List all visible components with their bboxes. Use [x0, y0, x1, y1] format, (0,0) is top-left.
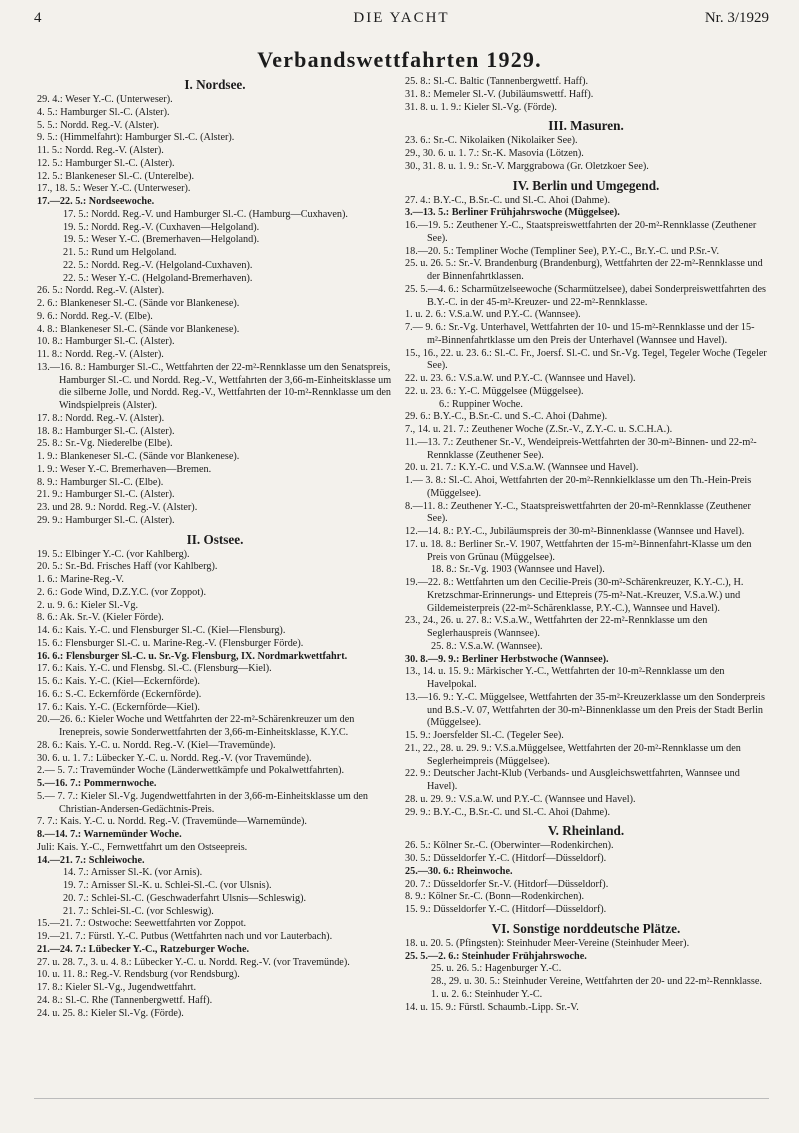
race-entry: 5. 5.: Nordd. Reg.-V. (Alster).: [37, 119, 160, 131]
race-entry: 2.— 5. 7.: Travemünder Woche (Länderwettkämpfe und Pokalwettfahrten).: [37, 765, 345, 777]
race-entry: 29. 4.: Weser Y.-C. (Unterweser).: [37, 94, 173, 105]
sub-entry: 22. 5.: Nordd. Reg.-V. (Helgoland-Cuxhaven).: [63, 259, 253, 271]
race-entry: 29. 6.: B.Y.-C., B.Sr.-C. und S.-C. Ahoi (Dahme).: [405, 411, 608, 423]
event-week-entry: 25.—30. 6.: Rheinwoche.: [405, 865, 513, 877]
race-entry: 15. 9.: Joersfelder Sl.-C. (Tegeler See).: [405, 730, 564, 741]
race-entry: 10. 8.: Hamburger Sl.-C. (Alster).: [37, 336, 175, 348]
sub-entry: 21. 5.: Rund um Helgoland.: [63, 247, 177, 258]
sub-entry: 25. u. 26. 5.: Hagenburger Y.-C.: [431, 963, 562, 975]
race-entry: 8. 9.: Hamburger Sl.-C. (Elbe).: [37, 476, 164, 488]
race-entry: 11. 5.: Nordd. Reg.-V. (Alster).: [37, 145, 164, 156]
race-entry: 21. 9.: Hamburger Sl.-C. (Alster).: [37, 489, 175, 501]
event-week-entry: 5.—16. 7.: Pommernwoche.: [37, 778, 157, 789]
race-entry: 11. 8.: Nordd. Reg.-V. (Alster).: [37, 349, 164, 360]
race-entry: 26. 5.: Kölner Sr.-C. (Oberwinter—Rodenkirchen).: [405, 840, 614, 852]
race-entry: 11.—13. 7.: Zeuthener Sr.-V., Wendeipreis-Wettfahrten der 30-m²-Binnen- und 22-m²-Rennklasse (Zeuthener See).: [405, 436, 757, 461]
sub-entry: 19. 5.: Weser Y.-C. (Bremerhaven—Helgoland).: [63, 234, 260, 246]
sub-entry: 22. 5.: Weser Y.-C. (Helgoland-Bremerhaven).: [63, 272, 253, 284]
race-entry: Juli: Kais. Y.-C., Fernwettfahrt um den Ostseepreis.: [37, 841, 248, 853]
race-entry: 9. 6.: Nordd. Reg.-V. (Elbe).: [37, 310, 153, 322]
sub-entry: 25. 8.: V.S.a.W. (Wannsee).: [431, 640, 543, 652]
race-entry: 8. 9.: Kölner Sr.-C. (Bonn—Rodenkirchen).: [405, 891, 585, 903]
sub-entry: 19. 5.: Nordd. Reg.-V. (Cuxhaven—Helgoland).: [63, 221, 260, 233]
race-entry: 19.—22. 8.: Wettfahrten um den Cecilie-Preis (30-m²-Schärenkreuzer, K.Y.-C.), H. Kretzschmar-Erinnerungs- und Ettepreis (75-m²-Nat.-Kreuzer, V.S.a.W.) und Gildemeisterpreis (22-m²-Schärenklasse, P.Y.-C.), Wannsee und Havel).: [405, 577, 744, 614]
sub-entry: 14. 7.: Arnisser Sl.-K. (vor Arnis).: [63, 867, 203, 879]
race-entry: 20.—26. 6.: Kieler Woche und Wettfahrten der 22-m²-Schärenkreuzer um den Irenepreis, sowie Sonderwettfahrten der 3,66-m-Einheitsklasse, K.Y.C.: [37, 714, 355, 738]
race-entry: 16. 6.: S.-C. Eckernförde (Eckernförde).: [37, 688, 202, 700]
race-entry: 2. 6.: Gode Wind, D.Z.Y.C. (vor Zoppot).: [37, 586, 206, 598]
race-entry: 25. 8.: Sl.-C. Baltic (Tannenbergwettf. Haff).: [405, 76, 589, 87]
race-entry: 17. u. 18. 8.: Berliner Sr.-V. 1907, Wettfahrten der 15-m²-Binnenfahrt-Klasse um den Preis von Grünau (Müggelsee).: [405, 538, 752, 563]
race-entry: 18. u. 20. 5. (Pfingsten): Steinhuder Meer-Vereine (Steinhuder Meer).: [405, 937, 690, 949]
page-bottom-rule: [34, 1098, 769, 1099]
race-entry: 20. 5.: Sr.-Bd. Frisches Haff (vor Kahlberg).: [37, 561, 218, 573]
sub-entry: 20. 7.: Schlei-Sl.-C. (Geschwaderfahrt Ulsnis—Schleswig).: [63, 892, 307, 904]
race-entry: 7.— 9. 6.: Sr.-Vg. Unterhavel, Wettfahrten der 10- und 15-m²-Rennklasse und der 15-m²-Binnenfahrtklasse um den Preis der Unterhavel (Wannsee und Havel).: [405, 322, 755, 346]
race-entry: 15.—21. 7.: Ostwoche: Seewettfahrten vor Zoppot.: [37, 918, 247, 930]
race-entry: 22. u. 23. 6.: V.S.a.W. und P.Y.-C. (Wannsee und Havel).: [405, 373, 636, 384]
page-number: 4: [34, 10, 42, 26]
race-entry: 7. 7.: Kais. Y.-C. u. Nordd. Reg.-V. (Travemünde—Warnemünde).: [37, 816, 307, 828]
sub-entry: 19. 7.: Arnisser Sl.-K. u. Schlei-Sl.-C. (vor Ulsnis).: [63, 880, 272, 891]
section-heading: IV. Berlin und Umgegend.: [512, 177, 660, 193]
race-entry: 28. 6.: Kais. Y.-C. u. Nordd. Reg.-V. (Kiel—Travemünde).: [37, 739, 276, 751]
event-week-entry: 21.—24. 7.: Lübecker Y.-C., Ratzeburger Woche.: [37, 943, 250, 955]
race-entry: 17. 6.: Kais. Y.-C. (Eckernförde—Kiel).: [37, 701, 200, 713]
race-entry: 15. 6.: Flensburger Sl.-C. u. Marine-Reg.-V. (Flensburger Förde).: [37, 637, 304, 649]
event-week-entry: 3.—13. 5.: Berliner Frühjahrswoche (Müggelsee).: [405, 207, 620, 219]
race-entry: 4. 5.: Hamburger Sl.-C. (Alster).: [37, 106, 170, 118]
race-entry: 1. u. 2. 6.: V.S.a.W. und P.Y.-C. (Wannsee).: [405, 309, 581, 321]
section-heading: III. Masuren.: [548, 118, 624, 134]
race-entry: 16.—19. 5.: Zeuthener Y.-C., Staatspreiswettfahrten der 20-m²-Rennklasse (Zeuthener See).: [405, 220, 757, 244]
race-entry: 17., 18. 5.: Weser Y.-C. (Unterweser).: [37, 183, 191, 195]
race-entry: 23., 24., 26. u. 27. 8.: V.S.a.W., Wettfahrten der 22-m²-Rennklasse um den Seglerhauspreis (Wannsee).: [405, 615, 708, 639]
race-entry: 7., 14. u. 21. 7.: Zeuthener Woche (Z.Sr.-V., Z.Y.-C. u. S.C.H.A.).: [405, 424, 673, 435]
race-entry: 23. und 28. 9.: Nordd. Reg.-V. (Alster).: [37, 502, 198, 513]
race-entry: 17. 8.: Nordd. Reg.-V. (Alster).: [37, 412, 165, 424]
race-entry: 12.—14. 8.: P.Y.-C., Jubiläumspreis der 30-m²-Binnenklasse (Wannsee und Havel).: [405, 526, 745, 537]
race-entry: 22. 9.: Deutscher Jacht-Klub (Verbands- und Ausgleichswettfahrten, Wannsee und Havel).: [405, 768, 740, 792]
sub-entry: 6.: Ruppiner Woche.: [439, 398, 523, 410]
race-entry: 19.—21. 7.: Fürstl. Y.-C. Putbus (Wettfahrten nach und vor Lauterbach).: [37, 931, 333, 942]
event-week-entry: 16. 6.: Flensburger Sl.-C. u. Sr.-Vg. Flensburg, IX. Nordmarkwettfahrt.: [37, 650, 348, 662]
event-week-entry: 14.—21. 7.: Schleiwoche.: [37, 854, 145, 866]
race-entry: 27. 4.: B.Y.-C., B.Sr.-C. und Sl.-C. Ahoi (Dahme).: [405, 194, 610, 206]
race-entry: 13., 14. u. 15. 9.: Märkischer Y.-C., Wettfahrten der 10-m²-Rennklasse um den Havelpokal.: [405, 666, 725, 690]
race-entry: 10. u. 11. 8.: Reg.-V. Rendsburg (vor Rendsburg).: [37, 969, 240, 981]
race-entry: 23. 6.: Sr.-C. Nikolaiken (Nikolaiker See).: [405, 135, 578, 147]
event-week-entry: 17.—22. 5.: Nordseewoche.: [37, 196, 155, 207]
race-entry: 1. 6.: Marine-Reg.-V.: [37, 574, 124, 585]
race-entry: 14. 6.: Kais. Y.-C. und Flensburger Sl.-C. (Kiel—Flensburg).: [37, 625, 286, 636]
journal-title: DIE YACHT: [353, 10, 450, 26]
race-entry: 27. u. 28. 7., 3. u. 4. 8.: Lübecker Y.-C. u. Nordd. Reg.-V. (vor Travemünde).: [37, 956, 350, 968]
race-entry: 29., 30. 6. u. 1. 7.: Sr.-K. Masovia (Lötzen).: [405, 148, 584, 159]
race-entry: 2. 6.: Blankeneser Sl.-C. (Sände vor Blankenese).: [37, 298, 240, 309]
event-week-entry: 30. 8.—9. 9.: Berliner Herbstwoche (Wannsee).: [405, 653, 609, 665]
section-heading: I. Nordsee.: [184, 77, 246, 92]
race-entry: 2. u. 9. 6.: Kieler Sl.-Vg.: [37, 599, 139, 611]
race-entry: 25. 5.—4. 6.: Scharmützelseewoche (Scharmützelsee), dabei Sonderpreiswettfahrten des B.Y.-C. in der 45-m²-Kreuzer- und 22-m²-Rennklasse.: [405, 283, 766, 308]
race-entry: 24. 8.: Sl.-C. Rhe (Tannenbergwettf. Haff).: [37, 994, 213, 1006]
article-title: Verbandswettfahrten 1929.: [257, 47, 542, 72]
race-entry: 29. 9.: Hamburger Sl.-C. (Alster).: [37, 514, 175, 526]
race-entry: 22. u. 23. 6.: Y.-C. Müggelsee (Müggelsee).: [405, 385, 584, 397]
issue-number: Nr. 3/1929: [704, 10, 769, 26]
race-entry: 26. 5.: Nordd. Reg.-V. (Alster).: [37, 285, 165, 297]
race-entry: 18.—20. 5.: Templiner Woche (Templiner See), P.Y.-C., Br.Y.-C. und P.Sr.-V.: [405, 245, 720, 257]
race-entry: 17. 8.: Kieler Sl.-Vg., Jugendwettfahrt.: [37, 982, 197, 993]
sub-entry: 18. 8.: Sr.-Vg. 1903 (Wannsee und Havel).: [431, 564, 605, 576]
race-entry: 19. 5.: Elbinger Y.-C. (vor Kahlberg).: [37, 548, 190, 560]
left-column: [37, 76, 393, 1096]
race-entry: 21., 22., 28. u. 29. 9.: V.S.a.Müggelsee, Wettfahrten der 20-m²-Rennklasse um den Seglerheimpreis (Müggelsee).: [405, 742, 741, 767]
race-entry: 8.—11. 8.: Zeuthener Y.-C., Staatspreiswettfahrten der 20-m²-Rennklasse (Zeuthener See).: [405, 500, 751, 525]
race-entry: 20. u. 21. 7.: K.Y.-C. und V.S.a.W. (Wannsee und Havel).: [405, 462, 639, 474]
race-entry: 15. 6.: Kais. Y.-C. (Kiel—Eckernförde).: [37, 676, 200, 687]
race-entry: 12. 5.: Blankeneser Sl.-C. (Unterelbe).: [37, 170, 195, 182]
race-entry: 24. u. 25. 8.: Kieler Sl.-Vg. (Förde).: [37, 1007, 184, 1019]
section-heading: VI. Sonstige norddeutsche Plätze.: [491, 920, 681, 936]
race-entry: 30. 6. u. 1. 7.: Lübecker Y.-C. u. Nordd. Reg.-V. (vor Travemünde).: [37, 752, 312, 764]
event-week-entry: 25. 5.—2. 6.: Steinhuder Frühjahrswoche.: [405, 950, 587, 962]
sub-entry: 21. 7.: Schlei-Sl.-C. (vor Schleswig).: [63, 905, 214, 917]
sub-entry: 28., 29. u. 30. 5.: Steinhuder Vereine, Wettfahrten der 20- und 22-m²-Rennklasse.: [431, 976, 762, 987]
race-entry: 18. 8.: Hamburger Sl.-C. (Alster).: [37, 425, 175, 437]
race-entry: 17. 6.: Kais. Y.-C. und Flensbg. Sl.-C. (Flensburg—Kiel).: [37, 663, 272, 675]
race-entry: 13.—16. 8.: Hamburger Sl.-C., Wettfahrten der 22-m²-Rennklasse um den Senatspreis, Hamburger Sl.-C. und Nordd. Reg.-V., Wettfahrten der 3,66-m-Einheitsklasse um die silberne Jolle, und Nordd. Reg.-V., Wettfahrten der 10-m²-Rennklasse um den Windspielpreis (Alster).: [37, 361, 392, 411]
section-heading: V. Rheinland.: [547, 823, 625, 839]
race-entry: 30. 5.: Düsseldorfer Y.-C. (Hitdorf—Düsseldorf).: [405, 853, 607, 864]
race-entry: 25. u. 26. 5.: Sr.-V. Brandenburg (Brandenburg), Wettfahrten der 22-m²-Rennklasse und der Binnenfahrtklassen.: [405, 258, 763, 282]
race-entry: 29. 9.: B.Y.-C., B.Sr.-C. und Sl.-C. Ahoi (Dahme).: [405, 806, 610, 818]
section-heading: II. Ostsee.: [186, 531, 244, 547]
race-entry: 14. u. 15. 9.: Fürstl. Schaumb.-Lipp. Sr.-V.: [405, 1001, 579, 1013]
race-entry: 31. 8.: Memeler Sl.-V. (Jubiläumswettf. Haff).: [405, 88, 594, 100]
race-entry: 1. 9.: Blankeneser Sl.-C. (Sände vor Blankenese).: [37, 451, 240, 462]
race-entry: 15., 16., 22. u. 23. 6.: Sl.-C. Fr., Joersf. Sl.-C. und Sr.-Vg. Tegel, Tegeler Woche (Tegeler See).: [405, 347, 767, 372]
race-entry: 15. 9.: Düsseldorfer Y.-C. (Hitdorf—Düsseldorf).: [405, 904, 607, 915]
race-entry: 1.— 3. 8.: Sl.-C. Ahoi, Wettfahrten der 20-m²-Rennkielklasse um den Th.-Hein-Preis (Müggelsee).: [405, 475, 752, 499]
right-column: [405, 76, 767, 1096]
event-week-entry: 8.—14. 7.: Warnemünder Woche.: [37, 829, 182, 840]
sub-entry: 1. u. 2. 6.: Steinhuder Y.-C.: [431, 988, 543, 1000]
race-entry: 13.—16. 9.: Y.-C. Müggelsee, Wettfahrten der 35-m²-Kreuzerklasse um den Sonderpreis und B.S.-V. 07, Wettfahrten der 30-m²-Binnenklasse um den Preis der Stadt Berlin (Müggelsee).: [405, 691, 765, 729]
race-entry: 1. 9.: Weser Y.-C. Bremerhaven—Bremen.: [37, 463, 212, 475]
race-entry: 12. 5.: Hamburger Sl.-C. (Alster).: [37, 157, 175, 169]
race-entry: 8. 6.: Ak. Sr.-V. (Kieler Förde).: [37, 612, 164, 624]
race-entry: 9. 5.: (Himmelfahrt): Hamburger Sl.-C. (Alster).: [37, 132, 235, 144]
race-entry: 28. u. 29. 9.: V.S.a.W. und P.Y.-C. (Wannsee und Havel).: [405, 793, 636, 805]
race-entry: 4. 8.: Blankeneser Sl.-C. (Sände vor Blankenese).: [37, 323, 240, 335]
sub-entry: 17. 5.: Nordd. Reg.-V. und Hamburger Sl.-C. (Hamburg—Cuxhaven).: [63, 208, 348, 220]
race-entry: 25. 8.: Sr.-Vg. Niederelbe (Elbe).: [37, 438, 173, 450]
race-entry: 5.— 7. 7.: Kieler Sl.-Vg. Jugendwettfahrten in der 3,66-m-Einheitsklasse um den Christian-Andersen-Gedächtnis-Preis.: [37, 790, 369, 815]
race-entry: 20. 7.: Düsseldorfer Sr.-V. (Hitdorf—Düsseldorf).: [405, 878, 609, 890]
race-entry: 31. 8. u. 1. 9.: Kieler Sl.-Vg. (Förde).: [405, 101, 557, 113]
running-header: [34, 10, 769, 30]
race-entry: 30., 31. 8. u. 1. 9.: Sr.-V. Marggrabowa (Gr. Oletzkoer See).: [405, 160, 649, 172]
